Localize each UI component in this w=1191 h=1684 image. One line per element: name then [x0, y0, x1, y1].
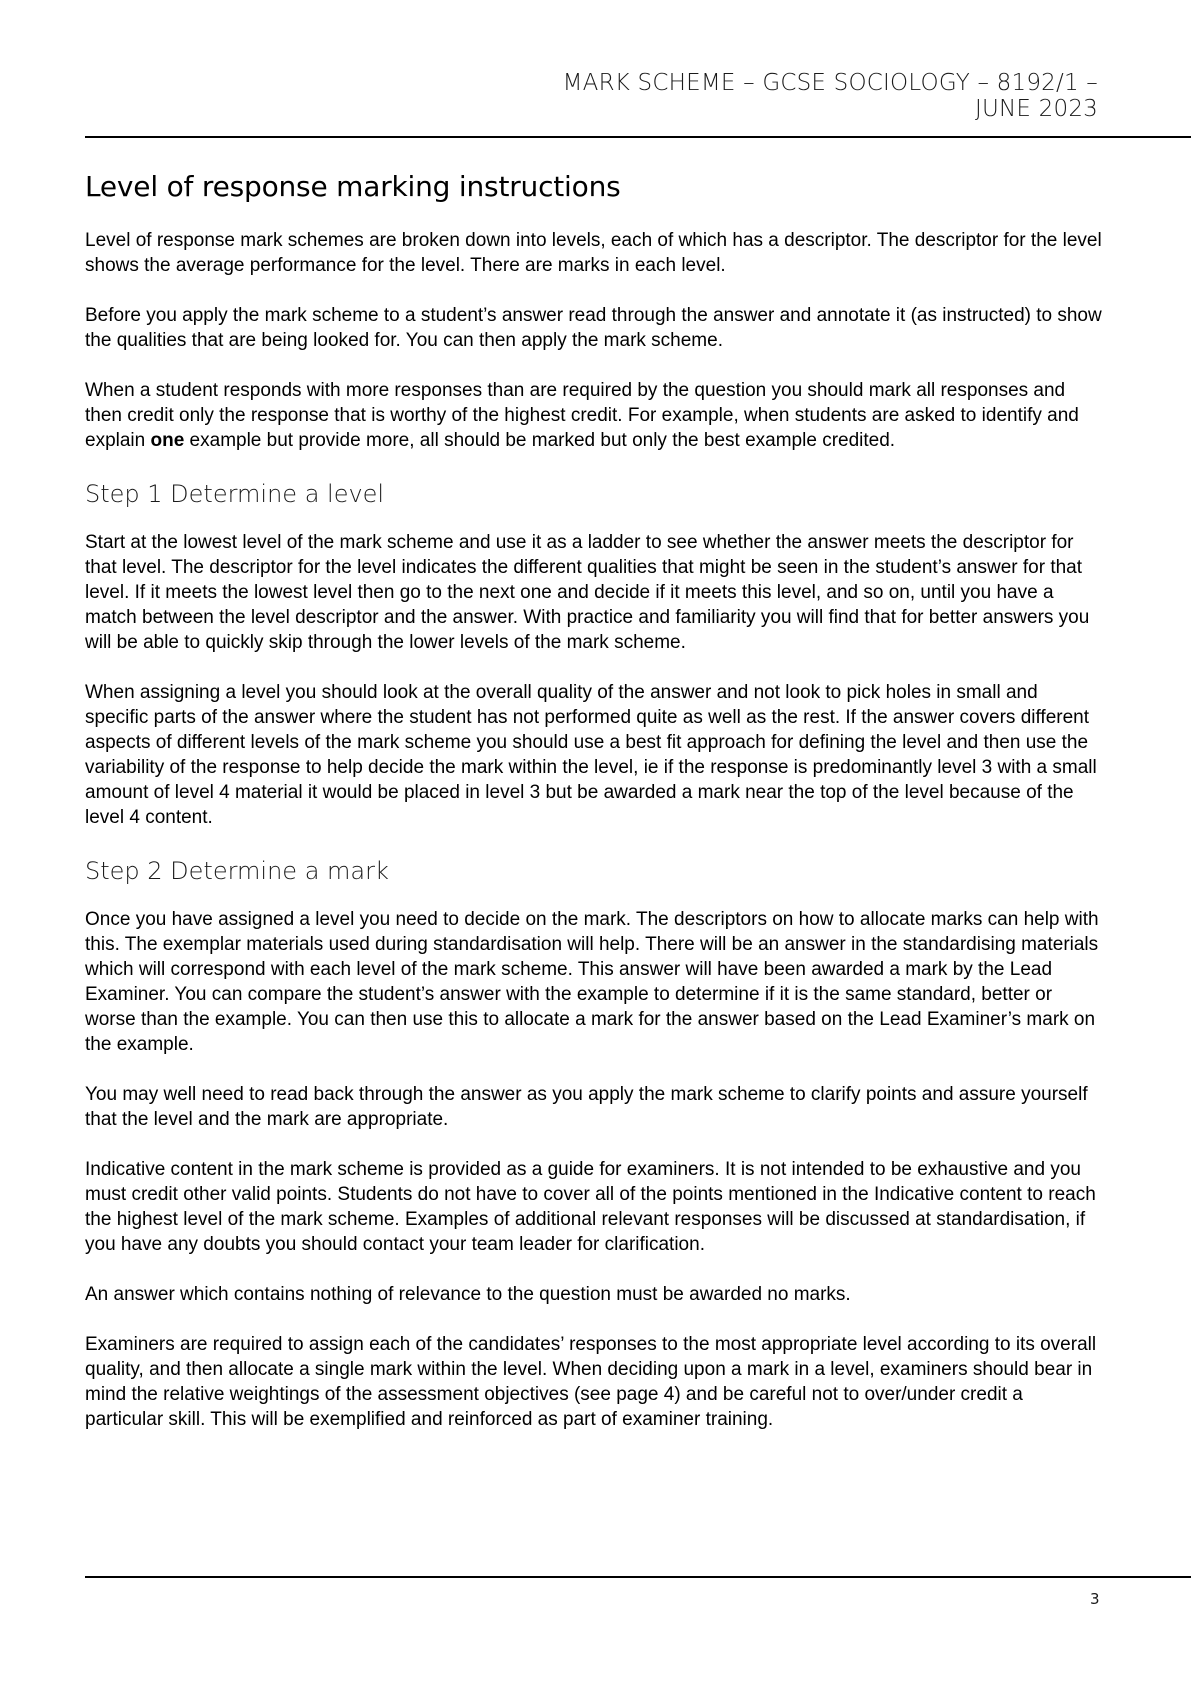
step2-paragraph-2: You may well need to read back through the answer as you apply the mark scheme to clarify points and assure yourself that the level and the mark are appropriate. — [85, 1084, 1088, 1130]
intro-paragraph-1: Level of response mark schemes are broken down into levels, each of which has a descriptor. The descriptor for the level shows the average performance for the level. There are marks in each level. — [85, 230, 1102, 276]
step2-paragraph-3: Indicative content in the mark scheme is provided as a guide for examiners. It is not intended to be exhaustive and you must credit other valid points. Students do not have to cover all of the points mentioned in the Indicative content to reach the highest level of the mark scheme. Examples of additional relevant responses will be discussed at standardisation, if you have any doubts you should contact your team leader for clarification. — [85, 1159, 1096, 1255]
footer-divider — [85, 1576, 1191, 1578]
page-number: 3 — [1090, 1590, 1100, 1608]
intro-paragraph-3 — [85, 378, 1105, 453]
main-content — [85, 168, 1105, 1457]
step1-paragraph-2: When assigning a level you should look at the overall quality of the answer and not look to pick holes in small and specific parts of the answer where the student has not performed quite as well as the rest. If the answer covers different aspects of different levels of the mark scheme you should use a best fit approach for defining the level and then use the variability of the response to help decide the mark within the level, ie if the response is predominantly level 3 with a small amount of level 4 material it would be placed in level 3 but be awarded a mark near the top of the level because of the level 4 content. — [85, 682, 1097, 828]
step1-heading: Step 1 Determine a level — [85, 480, 385, 508]
step2-paragraph-5: Examiners are required to assign each of the candidates’ responses to the most appropriate level according to its overall quality, and then allocate a single mark within the level. When deciding upon a mark in a level, examiners should bear in mind the relative weightings of the assessment objectives (see page 4) and be careful not to over/under credit a particular skill. This will be exemplified and reinforced as part of examiner training. — [85, 1334, 1097, 1430]
emphasis-one: one — [150, 430, 185, 451]
intro-paragraph-2: Before you apply the mark scheme to a student’s answer read through the answer and annotate it (as instructed) to show the qualities that are being looked for. You can then apply the mark scheme. — [85, 305, 1102, 351]
step2-paragraph-4: An answer which contains nothing of relevance to the question must be awarded no marks. — [85, 1284, 851, 1305]
paragraph-text-after: example but provide more, all should be marked but only the best example credited. — [184, 430, 896, 451]
header-divider — [85, 136, 1191, 138]
section-heading: Level of response marking instructions — [85, 170, 621, 203]
step1-paragraph-1: Start at the lowest level of the mark scheme and use it as a ladder to see whether the answer meets the descriptor for that level. The descriptor for the level indicates the different qualities that might be seen in the student’s answer for that level. If it meets the lowest level then go to the next one and decide if it meets this level, and so on, until you have a match between the level descriptor and the answer. With practice and familiarity you will find that for better answers you will be able to quickly skip through the lower levels of the mark scheme. — [85, 532, 1090, 653]
document-header-title: MARK SCHEME – GCSE SOCIOLOGY – 8192/1 – JUNE 2023 — [562, 70, 1098, 122]
step2-paragraph-1: Once you have assigned a level you need to decide on the mark. The descriptors on how to allocate marks can help with this. The exemplar materials used during standardisation will help. There will be an answer in the standardising materials which will correspond with each level of the mark scheme. This answer will have been awarded a mark by the Lead Examiner. You can compare the student’s answer with the example to determine if it is the same standard, better or worse than the example. You can then use this to allocate a mark for the answer based on the Lead Examiner’s mark on the example. — [85, 909, 1099, 1055]
step2-heading: Step 2 Determine a mark — [85, 857, 389, 885]
paragraph-text-before: When a student responds with more responses than are required by the question you should mark all responses and then credit only the response that is worthy of the highest credit. For example, when students are asked to identify and explain — [85, 380, 1079, 451]
